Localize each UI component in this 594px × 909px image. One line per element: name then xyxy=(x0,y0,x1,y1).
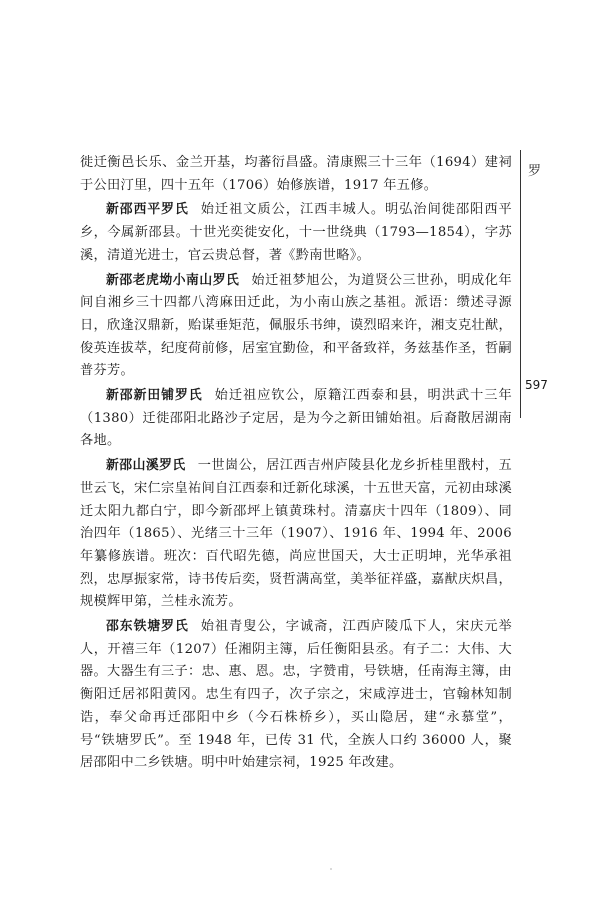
paragraph-6-heading: 邵东铁塘罗氏 xyxy=(106,619,189,635)
paragraph-3 xyxy=(80,270,512,384)
paragraph-6 xyxy=(80,616,512,775)
paragraph-4 xyxy=(80,385,512,453)
paragraph-3-heading: 新邵老虎坳小南山罗氏 xyxy=(106,272,240,288)
paragraph-4-heading: 新邵新田铺罗氏 xyxy=(106,388,203,404)
paragraph-4-text: 始迁祖应钦公，原籍江西泰和县，明洪武十三年（1380）迁徙邵阳北路沙子定居，是为今之新田铺始祖。后裔散居湖南各地。 xyxy=(80,388,512,449)
paragraph-2 xyxy=(80,199,512,267)
paragraph-1-text: 徙迁衡邑长乐、金兰开基，均蕃衍昌盛。清康熙三十三年（1694）建祠于公田汀里，四十五年（1706）始修族谱，1917 年五修。 xyxy=(80,155,512,193)
running-head: 罗 xyxy=(528,164,542,179)
paragraph-5-heading: 新邵山溪罗氏 xyxy=(106,458,186,474)
page-number: 597 xyxy=(525,378,548,392)
paragraph-2-text: 始迁祖文质公，江西丰城人。明弘治间徙邵阳西平乡，今属新邵县。十世光奕徙安化，十一世绕典（1793—1854），字苏溪，清道光进士，官云贵总督，著《黔南世略》。 xyxy=(80,202,512,263)
paragraph-3-text: 始迁祖梦旭公，为道贤公三世孙，明成化年间自湘乡三十四都八湾麻田迁此，为小南山族之基祖。派语：缵述寻源日，欣逢汉鼎新，贻谋垂矩范，佩服乐书绅，谟烈昭来许，湘支克壮猷，俊英连拔萃，纪度荷前修，居室宜勤俭，和平备致祥，务兹基作圣，哲嗣普芬芳。 xyxy=(80,272,513,379)
paragraph-5 xyxy=(80,455,512,614)
paragraph-1 xyxy=(80,152,512,197)
margin-divider xyxy=(520,150,521,418)
paragraph-2-heading: 新邵西平罗氏 xyxy=(106,202,189,218)
paragraph-6-text: 始祖青叟公，字诚斋，江西庐陵瓜下人，宋庆元举人，开禧三年（1207）任湘阴主簿，后任衡阳县丞。有子二：大伟、大器。大器生有三子：忠、惠、恩。忠，字赞甫，号铁塘，任南海主簿，由衡阳迁居祁阳黄冈。忠生有四子，次子宗之，宋咸淳进士，官翰林知制诰，奉父命再迁邵阳中乡（今石株桥乡），买山隐居，建“永慕堂”，号“铁塘罗氏”。至 1948 年，已传 31 代，全族人口约 36000 人，聚居邵阳中二乡铁塘。明中叶始建宗祠，1925 年改建。 xyxy=(80,619,512,771)
paragraph-5-text: 一世崮公，居江西吉州庐陵县化龙乡折桂里戬村，五世云飞，宋仁宗皇祐间自江西泰和迁新化球溪，十五世天富，元初由球溪迁太阳九都白宁，即今新邵坪上镇黄珠村。清嘉庆十四年（1809）、同治四年（1865）、光绪三十三年（1907）、1916 年、1994 年、2006 年纂修族谱。班次：百代昭先德，尚应世国天，大士正明坤，光华承祖烈，忠厚振家常，诗书传后奕，贤哲满高堂，美举征祥盛，嘉猷庆炽昌，规模辉甲第，兰桂永流芳。 xyxy=(80,458,512,610)
body-text xyxy=(80,152,512,777)
scan-speck xyxy=(330,868,332,870)
